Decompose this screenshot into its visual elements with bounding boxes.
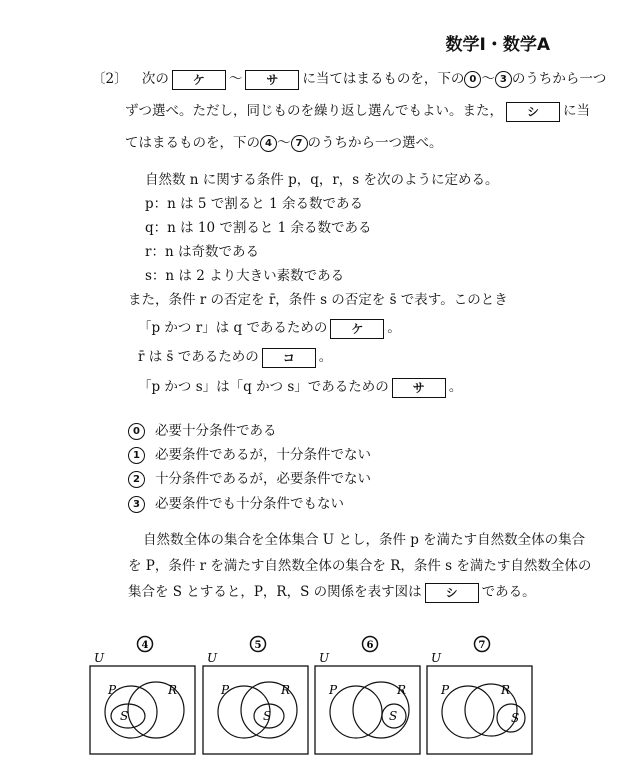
condition-s: s：n は 2 より大きい素数である bbox=[145, 268, 345, 284]
question-ke: 「p かつ r」は q であるための ケ 。 bbox=[138, 318, 401, 339]
answer-box-ke-2[interactable]: ケ bbox=[330, 319, 384, 339]
intro-line-1: 〔2〕 次の ケ 〜 サ に当てはまるものを，下の 0 〜 3 のうちから一つ bbox=[92, 69, 606, 90]
venn-diagrams bbox=[0, 628, 620, 778]
diagram-4-number: 4 bbox=[141, 640, 149, 651]
option-2[interactable]: 2 十分条件であるが，必要条件でない bbox=[128, 467, 371, 488]
diagram-option-7[interactable] bbox=[427, 637, 532, 755]
option-1-marker: 1 bbox=[128, 447, 145, 464]
option-3-marker: 3 bbox=[128, 496, 145, 513]
option-1[interactable]: 1 必要条件であるが，十分条件でない bbox=[128, 443, 371, 464]
option-3[interactable]: 3 必要条件でも十分条件でもない bbox=[128, 492, 344, 513]
diagram-5-label-U: U bbox=[207, 651, 218, 665]
option-2-marker: 2 bbox=[128, 471, 145, 488]
diagram-option-5[interactable] bbox=[203, 637, 308, 755]
intro-line-3: てはまるものを，下の 4 〜 7 のうちから一つ選べ。 bbox=[125, 135, 443, 151]
answer-box-sa[interactable]: サ bbox=[245, 70, 299, 90]
diagram-7-label-U: U bbox=[431, 651, 442, 665]
diagram-5-number: 5 bbox=[254, 640, 262, 651]
option-marker-4: 4 bbox=[260, 135, 277, 152]
question-sa: 「p かつ s」は「q かつ s」であるための サ 。 bbox=[138, 377, 462, 398]
diagram-7-label-S: S bbox=[511, 711, 520, 725]
option-0[interactable]: 0 必要十分条件である bbox=[128, 419, 277, 440]
answer-box-shi[interactable]: シ bbox=[506, 102, 560, 122]
diagram-6-label-U: U bbox=[319, 651, 330, 665]
diagram-7-set-P bbox=[442, 686, 494, 738]
diagram-6-label-S: S bbox=[389, 709, 398, 723]
diagram-option-6[interactable] bbox=[315, 637, 420, 755]
diagram-4-label-U: U bbox=[94, 651, 105, 665]
conditions-lead: 自然数 n に関する条件 p，q，r，s を次のように定める。 bbox=[145, 172, 499, 188]
condition-r: r：n は奇数である bbox=[145, 244, 259, 260]
answer-box-ke[interactable]: ケ bbox=[172, 70, 226, 90]
answer-box-sa-2[interactable]: サ bbox=[392, 378, 446, 398]
condition-q: q：n は 10 で割ると 1 余る数である bbox=[145, 220, 372, 236]
sets-line-1: 自然数全体の集合を全体集合 U とし，条件 p を満たす自然数全体の集合 bbox=[143, 532, 586, 548]
sets-line-2: を P，条件 r を満たす自然数全体の集合を R，条件 s を満たす自然数全体の bbox=[128, 558, 592, 574]
problem-number: 〔2〕 bbox=[92, 71, 128, 87]
diagram-6-label-R: R bbox=[397, 683, 407, 697]
diagram-4-label-R: R bbox=[168, 683, 178, 697]
diagram-5-label-R: R bbox=[281, 683, 291, 697]
diagram-option-4[interactable] bbox=[90, 637, 195, 755]
diagram-7-label-P: P bbox=[441, 683, 450, 697]
answer-box-ko[interactable]: コ bbox=[262, 348, 316, 368]
diagram-6-label-P: P bbox=[329, 683, 338, 697]
diagram-4-label-P: P bbox=[108, 683, 117, 697]
condition-p: p：n は 5 で割ると 1 余る数である bbox=[145, 196, 363, 212]
option-marker-3: 3 bbox=[495, 71, 512, 88]
diagram-5-label-P: P bbox=[221, 683, 230, 697]
option-marker-7: 7 bbox=[291, 135, 308, 152]
negation-text: また，条件 r の否定を r̄，条件 s の否定を s̄ で表す。このとき bbox=[128, 292, 508, 308]
diagram-7-label-R: R bbox=[501, 683, 511, 697]
diagram-5-label-S: S bbox=[263, 709, 272, 723]
option-0-marker: 0 bbox=[128, 423, 145, 440]
sets-line-3: 集合を S とすると，P，R，S の関係を表す図は シ である。 bbox=[128, 582, 536, 603]
diagram-6-number: 6 bbox=[366, 640, 374, 651]
answer-box-shi-2[interactable]: シ bbox=[425, 583, 479, 603]
diagram-6-set-P bbox=[330, 686, 382, 738]
intro-line-2: ずつ選べ。ただし，同じものを繰り返し選んでもよい。また， シ に当 bbox=[125, 101, 590, 122]
question-ko: r̄ は s̄ であるための コ 。 bbox=[138, 347, 332, 368]
diagram-7-universe bbox=[427, 666, 532, 754]
diagram-4-label-S: S bbox=[120, 709, 129, 723]
option-marker-0: 0 bbox=[464, 71, 481, 88]
page-header: 数学Ⅰ・数学A bbox=[445, 35, 550, 55]
diagram-7-number: 7 bbox=[478, 640, 486, 651]
